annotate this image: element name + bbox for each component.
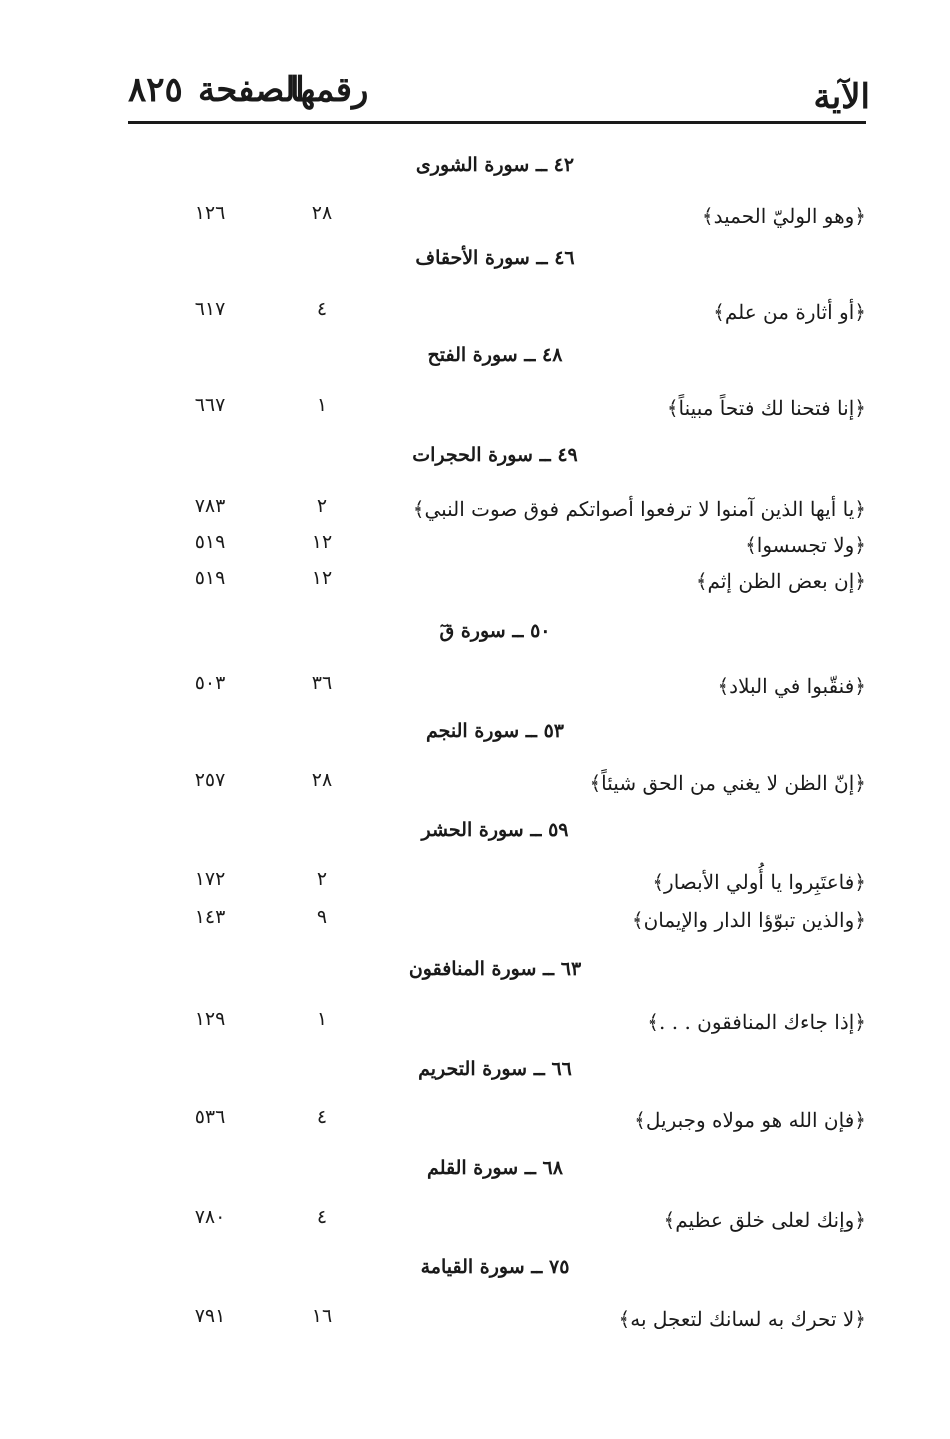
page-reference: ٧٨٠	[194, 1206, 226, 1228]
page-reference: ١٤٣	[194, 906, 226, 928]
surah-heading: ٦٦ ــ سورة التحريم	[418, 1058, 572, 1080]
verse-text: ﴿إن بعض الظن إثم﴾	[695, 569, 866, 593]
verse-text: ﴿يا أيها الذين آمنوا لا ترفعوا أصواتكم فوق صوت النبي﴾	[412, 497, 866, 521]
verse-text: ﴿إنّ الظن لا يغني من الحق شيئاً﴾	[589, 771, 866, 795]
verse-number: ٢	[316, 495, 328, 517]
verse-number: ١٦	[311, 1305, 333, 1327]
verse-number: ١٢	[311, 531, 333, 553]
header-rule	[128, 121, 866, 124]
page-reference: ٦١٧	[194, 298, 226, 320]
surah-heading: ٥٠ ــ سورة قٓ	[439, 620, 551, 642]
verse-text: ﴿ولا تجسسوا﴾	[745, 533, 866, 557]
verse-text: ﴿إذا جاءك المنافقون . . .﴾	[647, 1010, 866, 1034]
verse-text: ﴿إنا فتحنا لك فتحاً مبيناً﴾	[666, 396, 866, 420]
page-reference: ٧٨٣	[194, 495, 226, 517]
verse-text: ﴿أو أثارة من علم﴾	[713, 300, 866, 324]
verse-text: ﴿فاعتَبِروا يا أُولي الأبصار﴾	[652, 870, 866, 894]
verse-number: ٤	[316, 298, 328, 320]
header-verse-label: الآية	[813, 77, 870, 117]
verse-number: ٤	[316, 1206, 328, 1228]
page-reference: ٧٩١	[194, 1305, 226, 1327]
verse-number: ٢٨	[311, 769, 333, 791]
surah-heading: ٦٣ ــ سورة المنافقون	[408, 958, 582, 980]
page-reference: ٥٠٣	[194, 672, 226, 694]
verse-number: ١	[316, 1008, 328, 1030]
verse-text: ﴿فنقّبوا في البلاد﴾	[717, 674, 866, 698]
verse-text: ﴿والذين تبوّؤا الدار والإيمان﴾	[631, 908, 866, 932]
verse-number: ٤	[316, 1106, 328, 1128]
page-reference: ٥١٩	[194, 531, 226, 553]
surah-heading: ٥٩ ــ سورة الحشر	[421, 819, 569, 841]
page-reference: ٥٣٦	[194, 1106, 226, 1128]
verse-text: ﴿وإنك لعلى خلق عظيم﴾	[663, 1208, 866, 1232]
header-page-label: الصفحة	[198, 70, 305, 110]
page-reference: ٥١٩	[194, 567, 226, 589]
verse-number: ٢٨	[311, 202, 333, 224]
verse-number: ١	[316, 394, 328, 416]
header-number-label: رقمها	[290, 70, 369, 110]
verse-text: ﴿وهو الوليّ الحميد﴾	[701, 204, 866, 228]
surah-heading: ٤٨ ــ سورة الفتح	[427, 344, 563, 366]
page-reference: ١٢٦	[194, 202, 226, 224]
surah-heading: ٤٩ ــ سورة الحجرات	[412, 444, 578, 466]
page-reference: ٢٥٧	[194, 769, 226, 791]
verse-text: ﴿فإن الله هو مولاه وجبريل﴾	[634, 1108, 866, 1132]
surah-heading: ٥٣ ــ سورة النجم	[426, 720, 564, 742]
page-reference: ١٢٩	[194, 1008, 226, 1030]
surah-heading: ٦٨ ــ سورة القلم	[427, 1157, 563, 1179]
surah-heading: ٤٦ ــ سورة الأحقاف	[415, 247, 575, 269]
verse-text: ﴿لا تحرك به لسانك لتعجل به﴾	[618, 1307, 866, 1331]
page-number: ٨٢٥	[128, 70, 183, 110]
verse-number: ٩	[316, 906, 328, 928]
verse-number: ٣٦	[311, 672, 333, 694]
verse-number: ١٢	[311, 567, 333, 589]
surah-heading: ٤٢ ــ سورة الشورى	[415, 154, 575, 176]
page-reference: ٦٦٧	[194, 394, 226, 416]
page-reference: ١٧٢	[194, 868, 226, 890]
surah-heading: ٧٥ ــ سورة القيامة	[420, 1256, 570, 1278]
verse-number: ٢	[316, 868, 328, 890]
